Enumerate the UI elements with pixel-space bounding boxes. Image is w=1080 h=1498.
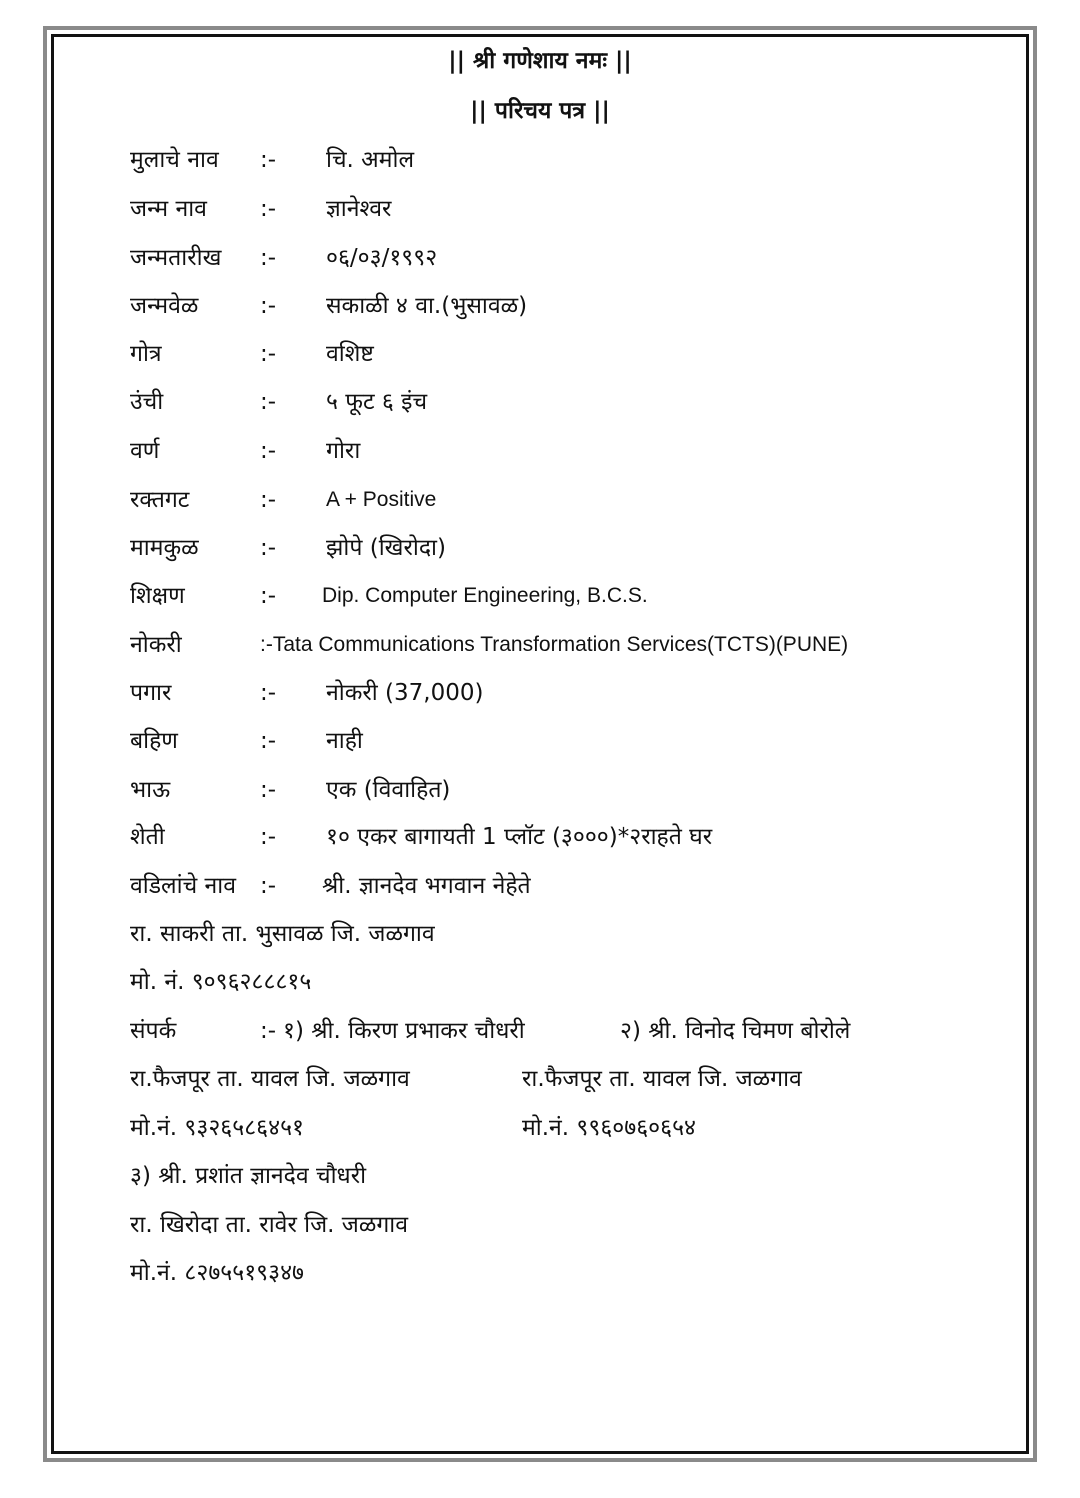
field-separator: :- [260,293,277,319]
contacts-label: संपर्क [130,1018,177,1044]
field-value: ज्ञानेश्वर [326,196,392,222]
page-title: || परिचय पत्र || [470,98,610,124]
field-separator: :- [260,196,277,222]
field-value: झोपे (खिरोदा) [326,535,446,561]
contact-1-mobile: मो.नं. ९३२६५८६४५१ [130,1115,305,1141]
field-value: :-Tata Communications Transformation Services(TCTS)(PUNE) [260,633,849,656]
field-label: भाऊ [130,777,171,803]
field-label: मामकुळ [130,535,199,561]
field-label: रक्तगट [130,487,190,513]
field-separator: :- [260,824,277,850]
field-separator: :- [260,438,277,464]
field-value: गोरा [326,438,361,464]
field-separator: :- [260,777,277,803]
field-label: जन्मवेळ [130,293,199,319]
field-value: सकाळी ४ वा.(भुसावळ) [326,293,528,319]
field-value: एक (विवाहित) [326,777,451,803]
invocation-heading: || श्री गणेशाय नमः || [448,48,632,74]
field-label: बहिण [130,728,178,754]
field-value: वशिष्ट [326,341,374,367]
father-address: रा. साकरी ता. भुसावळ जि. जळगाव [130,921,435,947]
field-separator: :- [260,583,277,609]
field-value: नाही [326,728,363,754]
field-label: नोकरी [130,632,182,658]
field-separator: :- [260,341,277,367]
field-label: जन्मतारीख [130,245,222,271]
field-value: ५ फूट ६ इंच [326,389,428,415]
contact-2-mobile: मो.नं. ९९६०७६०६५४ [522,1115,697,1141]
field-separator: :- [260,535,277,561]
field-separator: :- [260,873,277,899]
field-separator: :- [260,680,277,706]
contact-3-mobile: मो.नं. ८२७५५१९३४७ [130,1260,305,1286]
field-label: जन्म नाव [130,196,207,222]
document-frame [43,26,1037,1462]
field-label: शेती [130,824,165,850]
field-value: चि. अमोल [326,147,415,173]
field-value: A + Positive [326,488,437,511]
contacts-separator: :- [260,1018,277,1044]
field-value: ०६/०३/१९९२ [326,245,438,271]
field-label: पगार [130,680,172,706]
field-label: गोत्र [130,341,162,367]
father-mobile: मो. नं. ९०९६२८८८१५ [130,969,312,995]
field-label: शिक्षण [130,583,185,609]
field-label: उंची [130,389,164,415]
field-value: १० एकर बागायती 1 प्लॉट (३०००)*२राहते घर [326,824,713,850]
contact-1-name: १) श्री. किरण प्रभाकर चौधरी [283,1018,525,1044]
field-separator: :- [260,728,277,754]
field-value: श्री. ज्ञानदेव भगवान नेहेते [322,873,531,899]
contact-2-address: रा.फैजपूर ता. यावल जि. जळगाव [522,1066,802,1092]
field-separator: :- [260,487,277,513]
field-label: मुलाचे नाव [130,147,219,173]
contact-1-address: रा.फैजपूर ता. यावल जि. जळगाव [130,1066,410,1092]
field-label: वर्ण [130,438,160,464]
field-value: Dip. Computer Engineering, B.C.S. [322,584,648,607]
field-separator: :- [260,147,277,173]
field-value: नोकरी (37,000) [326,680,484,706]
field-separator: :- [260,245,277,271]
field-separator: :- [260,389,277,415]
field-label: वडिलांचे नाव [130,873,237,899]
contact-3-address: रा. खिरोदा ता. रावेर जि. जळगाव [130,1212,409,1238]
contact-3-name: ३) श्री. प्रशांत ज्ञानदेव चौधरी [130,1163,367,1189]
contact-2-name: २) श्री. विनोद चिमण बोरोले [620,1018,851,1044]
